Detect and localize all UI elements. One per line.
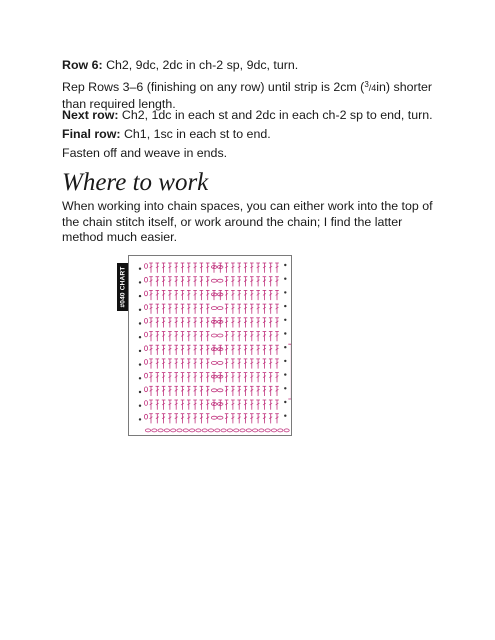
foundation-chain-symbol bbox=[215, 429, 220, 432]
fasten-off-text: Fasten off and weave in ends. bbox=[62, 146, 228, 160]
foundation-chain-symbol bbox=[145, 429, 150, 432]
chain-stitch-symbol bbox=[217, 279, 223, 282]
foundation-chain-symbol bbox=[190, 429, 195, 432]
row-marker bbox=[139, 418, 141, 420]
final-row-paragraph bbox=[62, 127, 442, 143]
fraction-denominator: /4 bbox=[368, 83, 377, 93]
chain-stitch-symbol bbox=[217, 389, 223, 392]
repeat-text-b: in) shorter than required length. bbox=[62, 80, 433, 111]
chain-stitch-symbol bbox=[217, 416, 223, 419]
chain-stitch-symbol bbox=[217, 334, 223, 337]
turning-chain-symbol bbox=[144, 277, 147, 282]
row-marker bbox=[284, 387, 286, 389]
row6-text: Ch2, 9dc, 2dc in ch-2 sp, 9dc, turn. bbox=[102, 58, 299, 72]
foundation-chain-symbol bbox=[202, 429, 207, 432]
final-row-label: Final row: bbox=[62, 127, 121, 141]
next-row-paragraph bbox=[62, 108, 442, 124]
row-marker bbox=[139, 295, 141, 297]
turning-chain-symbol bbox=[144, 373, 147, 378]
row6-label: Row 6: bbox=[62, 58, 103, 72]
foundation-chain-symbol bbox=[259, 429, 264, 432]
row-marker bbox=[284, 373, 286, 375]
row-marker bbox=[284, 401, 286, 403]
chain-stitch-symbol bbox=[211, 361, 217, 364]
chart-label-tab bbox=[117, 263, 128, 311]
turning-chain-symbol bbox=[144, 318, 147, 323]
section-body: When working into chain spaces, you can either work into the top of the chain stitch itself, or work around the chain; I find the latter method much easier. bbox=[62, 199, 433, 244]
chain-stitch-symbol bbox=[211, 307, 217, 310]
fasten-off-paragraph bbox=[62, 146, 442, 162]
turning-chain-symbol bbox=[144, 360, 147, 365]
turning-chain-symbol bbox=[144, 401, 147, 406]
foundation-chain-symbol bbox=[183, 429, 188, 432]
turning-chain-symbol bbox=[144, 332, 147, 337]
foundation-chain-symbol bbox=[253, 429, 258, 432]
row-marker bbox=[139, 391, 141, 393]
foundation-chain-symbol bbox=[164, 429, 169, 432]
row-marker bbox=[139, 322, 141, 324]
chart-label: #040 CHART bbox=[119, 266, 126, 308]
foundation-chain-symbol bbox=[171, 429, 176, 432]
chain-stitch-symbol bbox=[217, 307, 223, 310]
row-marker bbox=[139, 350, 141, 352]
turning-chain-symbol bbox=[144, 346, 147, 351]
row-marker bbox=[139, 336, 141, 338]
section-heading: Where to work bbox=[62, 169, 209, 196]
row-marker bbox=[284, 360, 286, 362]
next-row-text: Ch2, 1dc in each st and 2dc in each ch-2 sp to end, turn. bbox=[118, 108, 433, 122]
foundation-chain-symbol bbox=[234, 429, 239, 432]
row-marker bbox=[139, 268, 141, 270]
row-marker bbox=[139, 363, 141, 365]
chain-stitch-symbol bbox=[211, 279, 217, 282]
chain-stitch-symbol bbox=[211, 389, 217, 392]
row-marker bbox=[139, 309, 141, 311]
foundation-chain-symbol bbox=[246, 429, 251, 432]
repeat-bracket bbox=[288, 344, 291, 399]
chain-stitch-symbol bbox=[211, 334, 217, 337]
final-row-text: Ch1, 1sc in each st to end. bbox=[120, 127, 271, 141]
repeat-text-a: Rep Rows 3–6 (finishing on any row) until strip is 2cm ( bbox=[62, 80, 365, 94]
turning-chain-symbol bbox=[144, 387, 147, 392]
row-marker bbox=[284, 305, 286, 307]
foundation-chain-symbol bbox=[278, 429, 283, 432]
crochet-stitch-diagram bbox=[129, 256, 291, 435]
row-marker bbox=[139, 377, 141, 379]
chart-frame bbox=[128, 255, 292, 436]
row-marker bbox=[284, 291, 286, 293]
foundation-chain-symbol bbox=[208, 429, 213, 432]
row-marker bbox=[284, 264, 286, 266]
foundation-chain-symbol bbox=[196, 429, 201, 432]
fraction-numerator: 3 bbox=[364, 80, 369, 89]
row-marker bbox=[139, 405, 141, 407]
row-marker bbox=[139, 281, 141, 283]
row-marker bbox=[284, 319, 286, 321]
chain-stitch-symbol bbox=[217, 361, 223, 364]
row6-paragraph bbox=[62, 58, 442, 74]
foundation-chain-symbol bbox=[284, 429, 289, 432]
turning-chain-symbol bbox=[144, 264, 147, 269]
row-marker bbox=[284, 346, 286, 348]
row-marker bbox=[284, 278, 286, 280]
foundation-chain-symbol bbox=[265, 429, 270, 432]
chain-stitch-symbol bbox=[211, 416, 217, 419]
foundation-chain-symbol bbox=[271, 429, 276, 432]
foundation-chain-symbol bbox=[227, 429, 232, 432]
next-row-label: Next row: bbox=[62, 108, 119, 122]
turning-chain-symbol bbox=[144, 305, 147, 310]
foundation-chain-symbol bbox=[240, 429, 245, 432]
row-marker bbox=[284, 332, 286, 334]
foundation-chain-symbol bbox=[221, 429, 226, 432]
foundation-chain-symbol bbox=[152, 429, 157, 432]
foundation-chain-symbol bbox=[158, 429, 163, 432]
turning-chain-symbol bbox=[144, 291, 147, 296]
crochet-chart-figure bbox=[117, 255, 293, 437]
turning-chain-symbol bbox=[144, 414, 147, 419]
foundation-chain-symbol bbox=[177, 429, 182, 432]
row-marker bbox=[284, 415, 286, 417]
